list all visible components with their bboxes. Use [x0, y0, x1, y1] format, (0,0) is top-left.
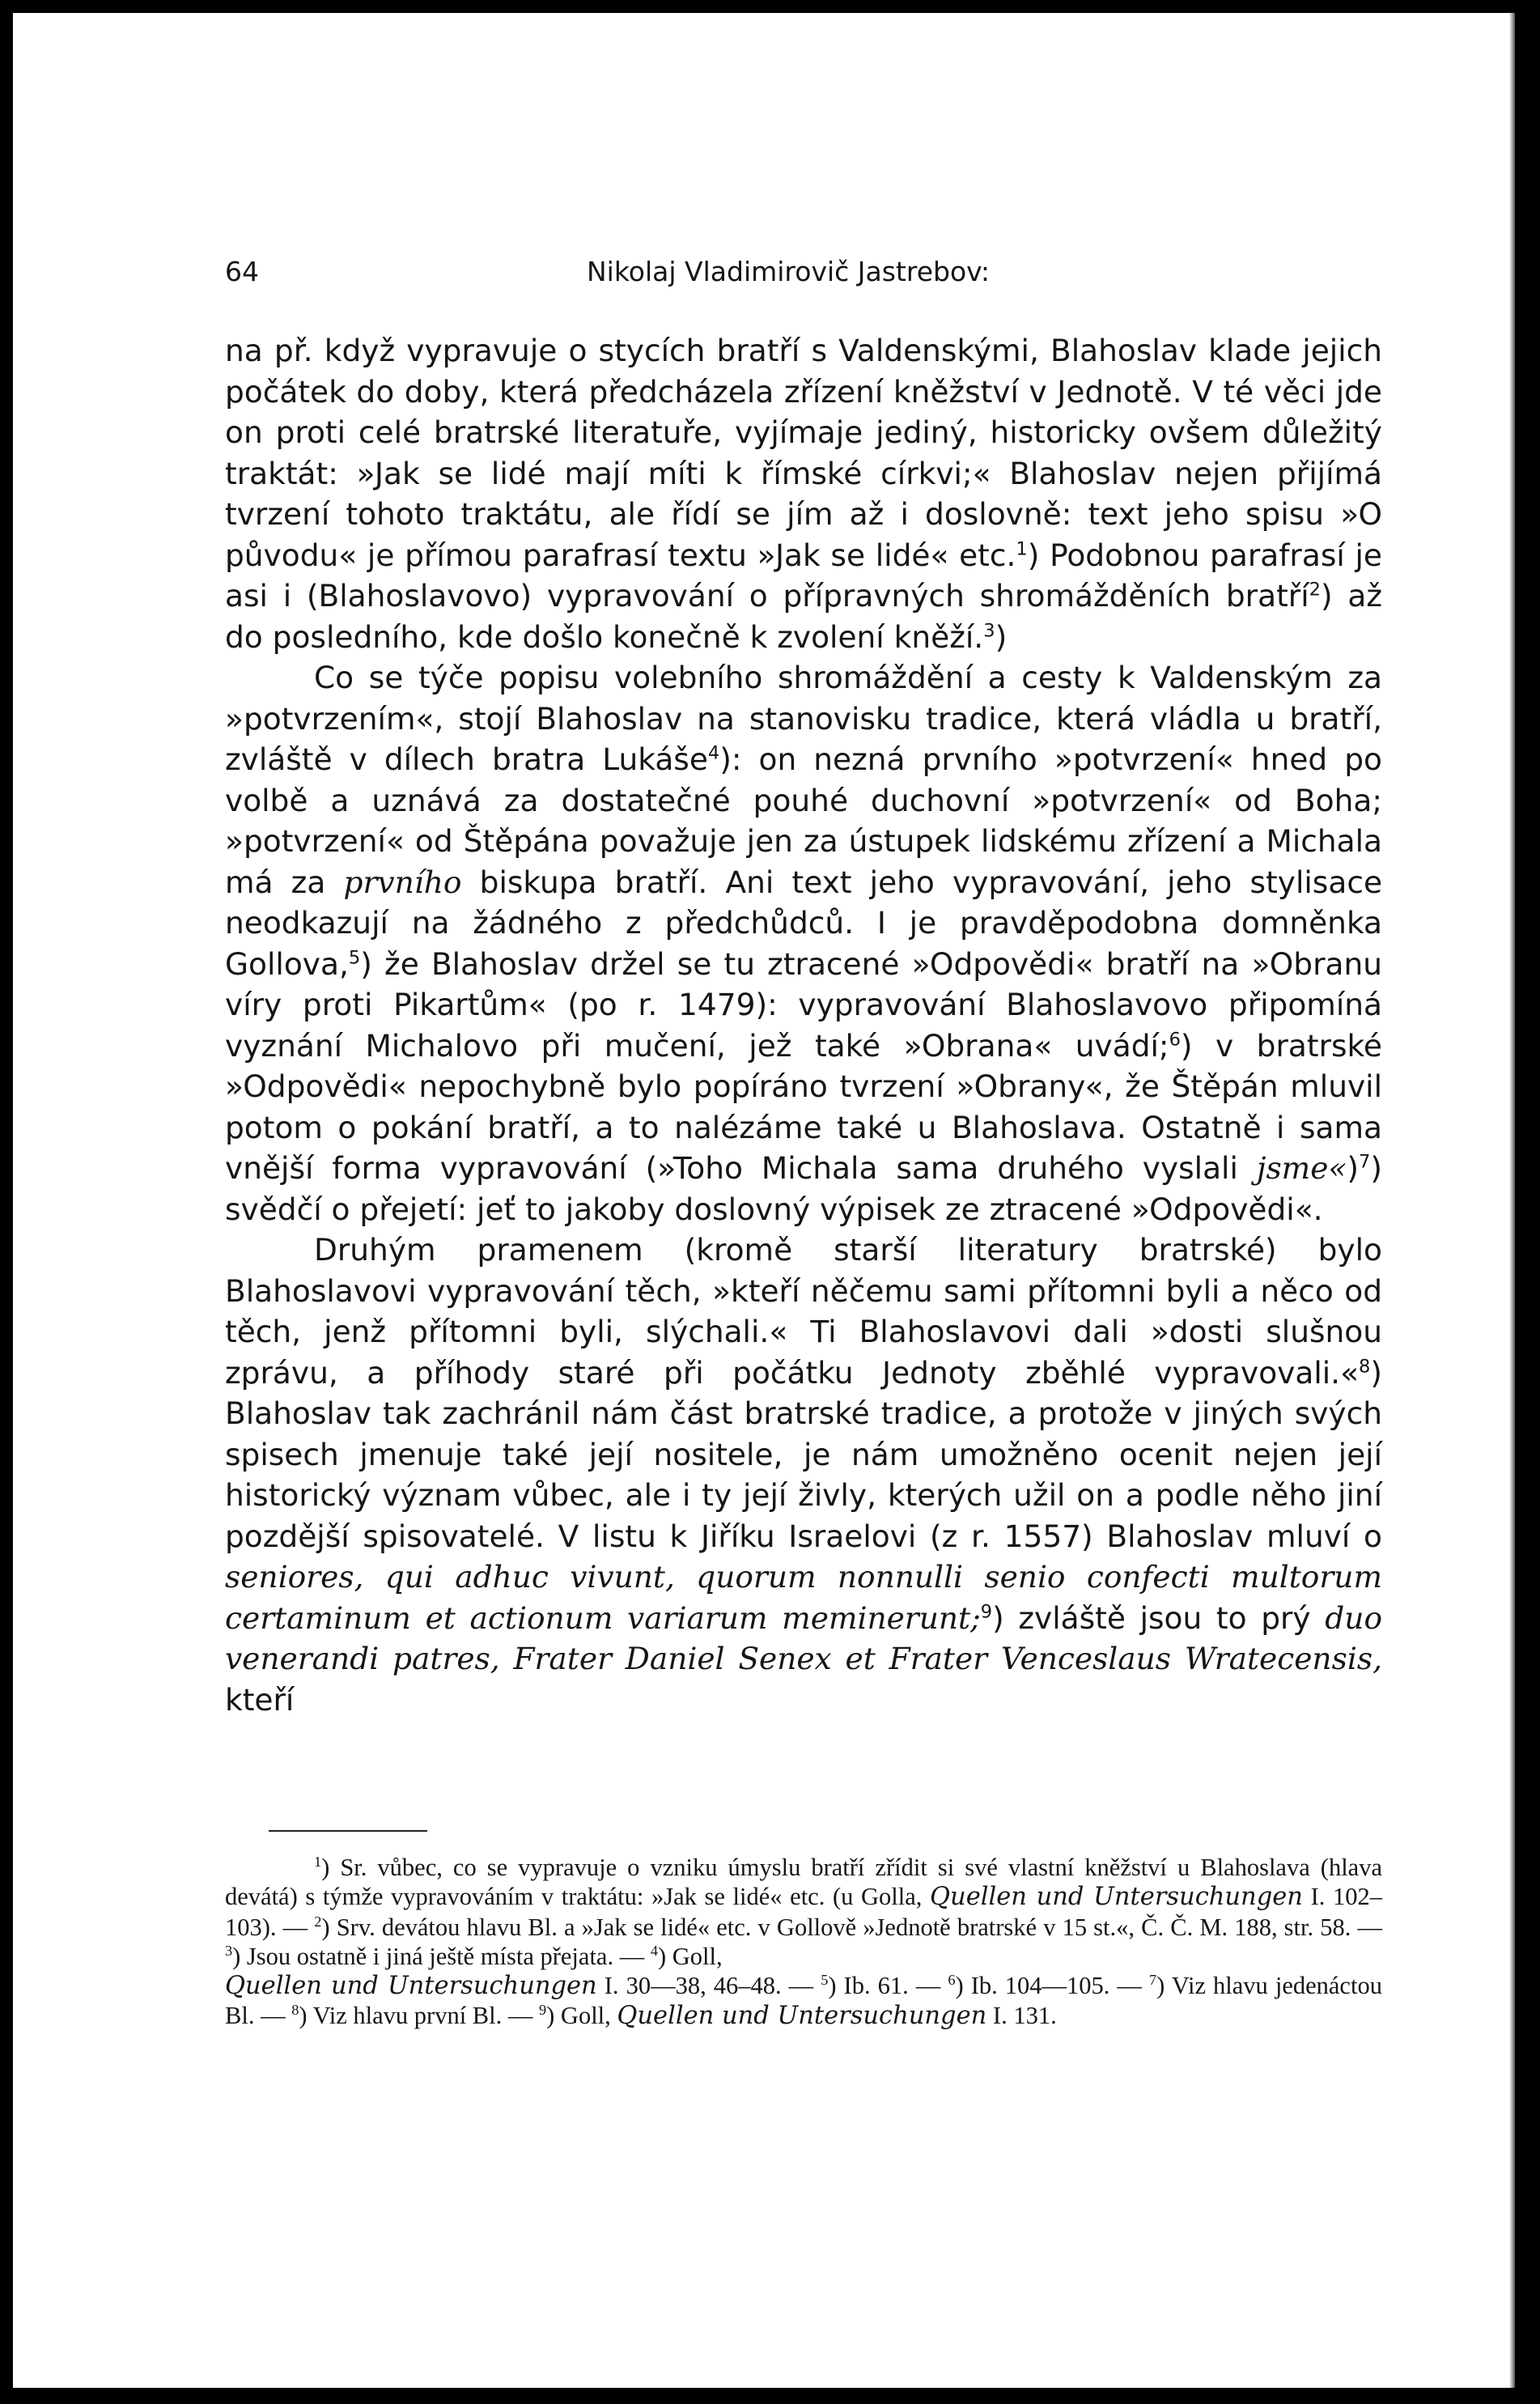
book-page — [13, 13, 1515, 2388]
paragraph: na př. když vypravuje o stycích bratří s Valdenskými, Blahoslav klade jejich počátek do doby, která předcházela zřízení kněžství v Jednotě. V té věci jde on proti celé bratrské literatuře, vyjímaje jediný, historicky ovšem důležitý traktát: »Jak se lidé mají míti k římské církvi;« Blahoslav nejen přijímá tvrzení tohoto traktátu, ale řídí se jím až i doslovně: text jeho spisu »O původu« je přímou parafrasí textu »Jak se lidé« etc.$^1$) Podobnou parafrasí je asi i (Blahoslavovo) vypravování o přípravných shromážděních bratří$^2$) až do posledního, kde došlo konečně k zvolení kněží.$^3$) — [225, 333, 1383, 655]
running-title: Nikolaj Vladimirovič Jastrebov: — [587, 256, 990, 287]
footnote-ref: 9 — [980, 1601, 993, 1622]
paragraph: Druhým pramenem (kromě starší literatury bratrské) bylo Blahoslavovi vypravování těch, »kteří něčemu sami přítomni byli a něco od těch, jenž přítomni byli, slýchali.« Ti Blahoslavovi dali »dosti slušnou zprávu, a příhody staré při počátku Jednoty zběhlé vypravovali.«$^8$) Blahoslav tak zachránil nám část bratrské tradice, a protože v jiných svých spisech jmenuje také její nositele, je nám umožněno ocenit nejen její historický význam vůbec, ale i ty její živly, kterých užil on a podle něho jiní pozdější spisovatelé. V listu k Jiříku Israelovi (z r. 1557) Blahoslav mluví o seniores, qui adhuc vivunt, quorum nonnulli senio confecti multorum certaminum et actionum variarum meminerunt;$^9$) zvláště jsou to prý duo venerandi patres, Frater Daniel Senex et Frater Venceslaus Wratecensis, kteří — [225, 1232, 1383, 1718]
footnote-ref: 5 — [348, 947, 361, 968]
paragraph: Co se týče popisu volebního shromáždění a cesty k Valdenským za »potvrzením«, stojí Blahoslav na stanovisku tradice, která vládla u bratří, zvláště v dílech bratra Lukáše$^4$): on nezná prvního »potvrzení« hned po volbě a uznává za dostatečné pouhé duchovní »potvrzení« od Boha; »potvrzení« od Štěpána považuje jen za ústupek lidskému zřízení a Michala má za prvního biskupa bratří. Ani text jeho vypravování, jeho stylisace neodkazují na žádného z předchůdců. I je pravděpodobna domněnka Gollova,$^5$) že Blahoslav držel se tu ztracené »Odpovědi« bratří na »Obranu víry proti Pikartům« (po r. 1479): vypravování Blahoslavovo připomíná vyznání Michalovo při mučení, jež také »Obrana« uvádí;$^6$) v bratrské »Odpovědi« nepochybně bylo popíráno tvrzení »Obrany«, že Štěpán mluvil potom o pokání bratří, a to nalézáme také u Blahoslava. Ostatně i sama vnější forma vypravování (»Toho Michala sama druhého vyslali jsme«)$^7$) svědčí o přejetí: jeť to jakoby doslovný výpisek ze ztracené »Odpovědi«. — [225, 660, 1383, 1227]
footnote-ref: 1 — [1016, 538, 1028, 559]
footnote-ref: 2 — [1309, 579, 1321, 601]
footnote-ref: 3 — [983, 620, 995, 641]
footnote-ref: 6 — [1169, 1029, 1181, 1050]
latin-quote: duo venerandi patres, Frater Daniel Senex et Frater Venceslaus Wratecensis, — [225, 1599, 1383, 1676]
page-number: 64 — [225, 256, 259, 287]
page-header — [225, 256, 1351, 298]
italic-word: prvního — [343, 864, 462, 900]
body-text — [225, 330, 1382, 1720]
footnote-ref: 8 — [1359, 1356, 1371, 1377]
footnotes: $^1$) Sr. vůbec, co se vypravuje o vzniku úmyslu bratří zřídit si své vlastní kněžství u Blahoslava (hlava devátá) s týmže vypravováním v traktátu: »Jak se lidé« etc. (u Golla, Quellen und Untersuchungen I. 102–103). — $^2$) Srv. devátou hlavu Bl. a »Jak se lidé« etc. v Gollově »Jednotě bratrské v 15 st.«, Č. Č. M. 188, str. 58. — $^3$) Jsou ostatně i jiná ještě místa přejata. — $^4$) Goll, Quellen und Untersuchungen I. 30—38, 46–48. — $^5$) Ib. 61. — $^6$) Ib. 104—105. — $^7$) Viz hlavu jedenáctou Bl. — $^8$) Viz hlavu první Bl. — $^9$) Goll, Quellen und Untersuchungen I. 131. — [225, 1853, 1382, 2031]
footnote-divider — [269, 1830, 427, 1832]
latin-quote: seniores, qui adhuc vivunt, quorum nonnulli senio confecti multorum certaminum et actionum variarum meminerunt; — [225, 1559, 1382, 1636]
footnote-ref: 4 — [707, 742, 720, 764]
italic-word: jsme« — [1256, 1150, 1347, 1186]
footnote-ref: 7 — [1359, 1151, 1371, 1173]
